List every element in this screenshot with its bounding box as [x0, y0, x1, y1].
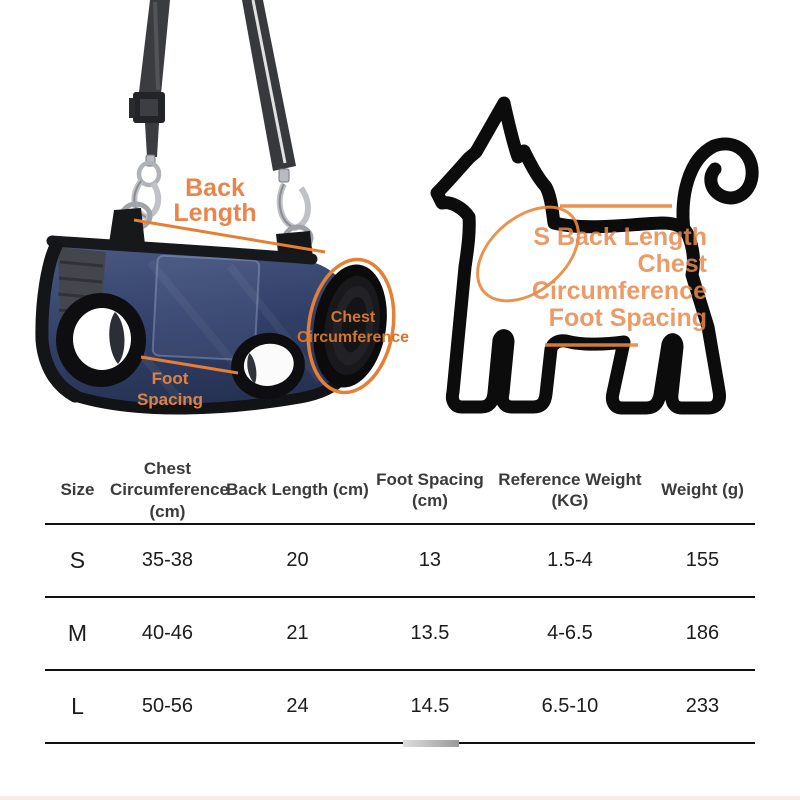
- size-table: [45, 457, 755, 744]
- label-foot-spacing: Foot Spacing: [136, 369, 204, 409]
- label-back-length: Back Length: [173, 174, 257, 227]
- dog-tail: [683, 144, 752, 231]
- cell-foot-spacing: 14.5: [370, 670, 490, 743]
- cell-ref-weight: 6.5-10: [490, 670, 650, 743]
- cell-size: S: [45, 524, 110, 597]
- table-row-s: [45, 524, 755, 597]
- scrub-artifact: [403, 740, 459, 747]
- cell-foot-spacing: 13: [370, 524, 490, 597]
- cell-ref-weight: 1.5-4: [490, 524, 650, 597]
- shoulder-strap-right: [242, 0, 296, 171]
- cell-back-length: 20: [225, 524, 370, 597]
- cell-ref-weight: 4-6.5: [490, 597, 650, 670]
- header-back-length: Back Length (cm): [225, 457, 370, 524]
- cell-back-length: 24: [225, 670, 370, 743]
- dog-label-back-length: S Back Length: [533, 223, 707, 251]
- dog-label-foot-spacing: Foot Spacing: [548, 304, 707, 332]
- header-reference-weight: Reference Weight (KG): [490, 457, 650, 524]
- cell-foot-spacing: 13.5: [370, 597, 490, 670]
- cell-size: M: [45, 597, 110, 670]
- header-size: Size: [45, 457, 110, 524]
- table-row-m: [45, 597, 755, 670]
- cell-back-length: 21: [225, 597, 370, 670]
- cell-size: L: [45, 670, 110, 743]
- cell-chest: 50-56: [110, 670, 225, 743]
- cell-weight: 233: [650, 670, 755, 743]
- dog-label-chest-1: Chest: [637, 250, 707, 278]
- label-chest-circumference: Chest Circumference: [296, 309, 410, 346]
- shoulder-strap-left: [129, 0, 170, 157]
- dog-measure-labels: [407, 224, 707, 332]
- cell-weight: 155: [650, 524, 755, 597]
- header-chest-circumference: Chest Circumference (cm): [110, 457, 225, 524]
- cell-chest: 35-38: [110, 524, 225, 597]
- table-row-l: [45, 670, 755, 743]
- bottom-page-strip: [0, 796, 800, 800]
- table-header-row: [45, 457, 755, 524]
- cell-chest: 40-46: [110, 597, 225, 670]
- header-foot-spacing: Foot Spacing (cm): [370, 457, 490, 524]
- dog-label-chest-2: Circumference: [531, 277, 707, 305]
- cell-weight: 186: [650, 597, 755, 670]
- header-weight: Weight (g): [650, 457, 755, 524]
